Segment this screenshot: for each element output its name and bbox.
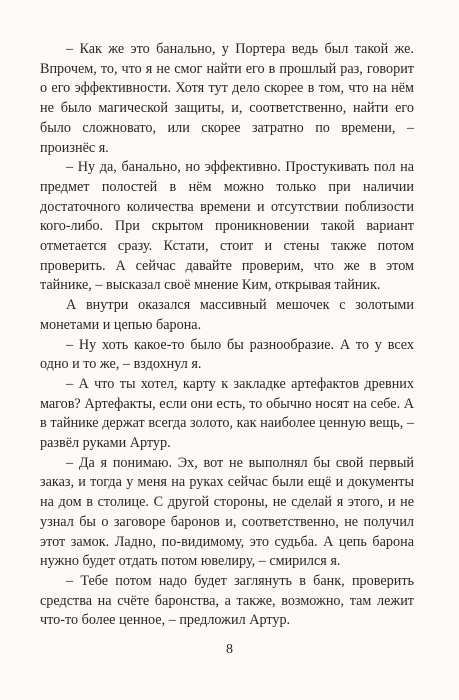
paragraph: – Ну да, банально, но эффективно. Простукивать пол на предмет полостей в нём можно только при наличии достаточного количества времени и отсутствии поблизости кого-либо. При скрытом проникновении такой вариант отметается сразу. Кстати, стоит и стены также потом проверить. А сейчас давайте проверим, что же в этом тайнике, – высказал своё мнение Ким, открывая тайник.	[40, 159, 414, 294]
paragraph: – Как же это банально, у Портера ведь был такой же. Впрочем, то, что я не смог найти его в прошлый раз, говорит о его эффективности. Хотя тут дело скорее в том, что на нём не было магической защиты, и, соответственно, найти его было сложновато, или скорее затратно по времени, – произнёс я.	[40, 41, 414, 156]
paragraph: – Тебе потом надо будет заглянуть в банк, проверить средства на счёте баронства, а также, возможно, там лежит что-то более ценное, – предложил Артур.	[40, 572, 414, 629]
paragraph: – А что ты хотел, карту к закладке артефактов древних магов? Артефакты, если они есть, то обычно носят на себе. А в тайнике держат всегда золото, как наиболее ценную вещь, – развёл руками Артур.	[40, 375, 414, 452]
page-number: 8	[226, 642, 233, 657]
paragraph: – Ну хоть какое-то было бы разнообразие. А то у всех одно и то же, – вздохнул я.	[40, 336, 414, 373]
paragraph: – Да я понимаю. Эх, вот не выполнял бы свой первый заказ, и тогда у меня на руках сейчас были ещё и документы на дом в столице. С другой стороны, не сделай я этого, и не узнал бы о заговоре баронов и, соответственно, не получил этот замок. Ладно, по-видимому, это судьба. А цепь барона нужно будет отдать потом ювелиру, – смирился я.	[40, 454, 414, 570]
body-text	[40, 40, 414, 631]
paragraph: А внутри оказался массивный мешочек с золотыми монетами и цепью барона.	[40, 297, 414, 333]
